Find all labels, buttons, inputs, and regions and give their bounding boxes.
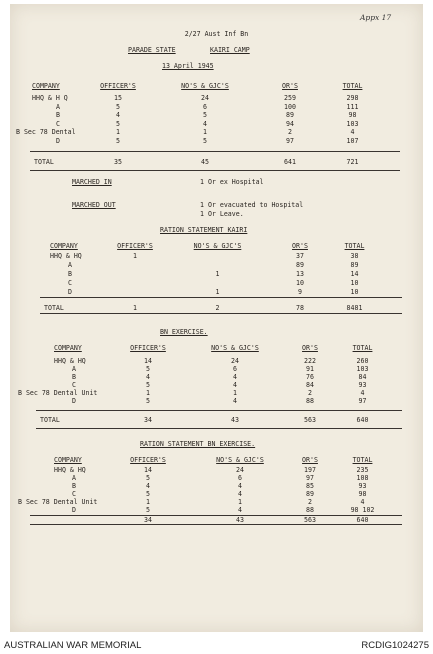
table-cell: 24 xyxy=(236,466,244,474)
table-cell: 5 xyxy=(146,365,150,373)
footer-id: RCDIG1024275 xyxy=(361,640,429,651)
table-cell: 4 xyxy=(146,373,150,381)
table-cell: 93 xyxy=(358,482,367,490)
parade-state-table xyxy=(10,80,423,170)
table-cell: 260 xyxy=(356,357,369,365)
table-cell: 6 xyxy=(203,102,207,111)
column-header: COMPANY xyxy=(54,456,82,464)
table-cell: 89 xyxy=(350,261,359,269)
column-header: COMPANY xyxy=(32,82,60,90)
table-cell: 108 xyxy=(356,474,369,482)
row-label: D xyxy=(72,397,76,405)
marched-out-label: MARCHED OUT xyxy=(72,201,116,209)
table-cell: 1 xyxy=(215,270,220,278)
table-cell: 4 xyxy=(360,389,365,397)
total-cell: 563 xyxy=(304,516,316,524)
marched-in-item: 1 Or ex Hospital xyxy=(200,178,264,186)
table-cell: 89 xyxy=(306,490,314,498)
row-label: B xyxy=(68,270,72,278)
table-cell: 93 xyxy=(358,381,367,389)
total-rule-bottom xyxy=(40,313,402,314)
table-cell: 4 xyxy=(360,498,365,506)
total-cell: 563 xyxy=(304,416,316,424)
table-cell: 10 xyxy=(350,279,359,287)
table-cell: 1 xyxy=(146,389,150,397)
total-cell: 2 xyxy=(215,304,220,312)
column-header: OFFICER'S xyxy=(130,456,166,464)
table-cell: 4 xyxy=(146,482,150,490)
column-header: NO'S & GJC'S xyxy=(216,456,264,464)
unit-heading: 2/27 Aust Inf Bn xyxy=(184,30,249,38)
total-rule-top xyxy=(30,151,400,152)
row-label: HHQ & H Q xyxy=(32,94,68,102)
row-label: C xyxy=(68,279,72,287)
ration-exercise-table xyxy=(10,454,423,530)
table-cell: 5 xyxy=(203,111,207,119)
table-cell: 1 xyxy=(215,288,220,296)
table-cell: 235 xyxy=(356,466,369,474)
row-label: B Sec 78 Dental Unit xyxy=(18,389,98,397)
column-header: TOTAL xyxy=(352,344,373,352)
row-label: C xyxy=(56,119,60,128)
marched-out-item-1: 1 Or evacuated to Hospital xyxy=(200,201,304,209)
column-header: OR'S xyxy=(302,456,318,464)
table-cell: 10 xyxy=(296,279,304,287)
table-cell: 4 xyxy=(238,506,242,514)
table-cell: 89 xyxy=(286,111,294,119)
table-cell: 197 xyxy=(304,466,316,474)
table-cell: 2 xyxy=(308,498,312,506)
row-label: B Sec 78 Dental xyxy=(16,128,76,136)
table-cell: 4 xyxy=(116,111,120,119)
table-cell: 100 xyxy=(284,102,296,111)
table-cell: 94 xyxy=(286,119,294,128)
column-header: OFFICER'S xyxy=(117,242,153,250)
total-rule-top xyxy=(36,410,402,411)
table-cell: 4 xyxy=(203,119,207,128)
table-cell: 98 102 xyxy=(350,506,375,514)
row-label: D xyxy=(72,506,76,514)
column-header: TOTAL xyxy=(344,242,365,250)
appendix-note: Appx 17 xyxy=(360,13,392,22)
total-cell: 35 xyxy=(114,158,122,166)
ration-kairi-title: RATION STATEMENT KAIRI xyxy=(160,226,248,234)
table-cell: 1 xyxy=(146,498,150,506)
column-header: OR'S xyxy=(292,242,308,250)
title-left: PARADE STATE xyxy=(128,46,176,54)
total-cell: 640 xyxy=(356,416,369,424)
table-cell: 6 xyxy=(238,474,242,482)
table-cell: 107 xyxy=(346,136,359,145)
table-cell: 1 xyxy=(238,498,242,506)
table-cell: 4 xyxy=(350,128,355,136)
table-cell: 2 xyxy=(288,128,292,136)
table-cell: 89 xyxy=(296,261,304,269)
table-cell: 4 xyxy=(233,397,237,405)
table-cell: 98 xyxy=(348,111,357,119)
total-rule-bottom xyxy=(30,170,400,171)
row-label: B xyxy=(72,482,76,490)
row-label: A xyxy=(68,261,72,269)
table-cell: 4 xyxy=(233,373,237,381)
table-cell: 24 xyxy=(231,357,239,365)
table-cell: 259 xyxy=(284,94,296,102)
total-rule-bottom xyxy=(36,428,402,429)
marched-out-item-2: 1 Or Leave. xyxy=(200,210,244,218)
column-header: OFFICER'S xyxy=(100,82,136,90)
row-label: D xyxy=(56,136,60,145)
row-label: C xyxy=(72,490,76,498)
table-cell: 5 xyxy=(146,381,150,389)
row-label: B Sec 78 Dental Unit xyxy=(18,498,98,506)
table-cell: 85 xyxy=(306,482,314,490)
column-header: NO'S & GJC'S xyxy=(211,344,259,352)
column-header: NO'S & GJC'S xyxy=(181,82,229,90)
total-cell: 721 xyxy=(346,158,359,166)
row-label: A xyxy=(72,365,76,373)
table-cell: 222 xyxy=(304,357,316,365)
table-cell: 1 xyxy=(233,389,237,397)
ration-kairi-table xyxy=(10,240,423,316)
total-label: TOTAL xyxy=(34,158,54,166)
table-cell: 103 xyxy=(346,119,359,128)
table-cell: 1 xyxy=(203,128,207,136)
table-cell: 98 xyxy=(358,490,367,498)
marched-in-label: MARCHED IN xyxy=(72,178,112,186)
table-cell: 13 xyxy=(296,270,304,278)
table-cell: 38 xyxy=(350,252,359,260)
table-cell: 4 xyxy=(238,482,242,490)
table-cell: 2 xyxy=(308,389,312,397)
total-label: TOTAL xyxy=(44,304,64,312)
row-label: HHQ & HQ xyxy=(54,466,86,474)
table-cell: 5 xyxy=(146,506,150,514)
row-label: D xyxy=(68,288,72,296)
table-cell: 84 xyxy=(358,373,367,381)
column-header: NO'S & GJC'S xyxy=(193,242,242,250)
total-label: TOTAL xyxy=(40,416,60,424)
total-cell: 34 xyxy=(144,416,152,424)
row-label: B xyxy=(72,373,76,381)
table-cell: 14 xyxy=(144,357,152,365)
table-cell: 91 xyxy=(306,365,314,373)
bn-exercise-title: BN EXERCISE. xyxy=(160,328,208,336)
table-cell: 4 xyxy=(233,381,237,389)
table-cell: 5 xyxy=(146,474,150,482)
ration-exercise-title: RATION STATEMENT BN EXERCISE. xyxy=(140,440,256,448)
row-label: C xyxy=(72,381,76,389)
table-cell: 15 xyxy=(114,94,122,102)
table-cell: 97 xyxy=(286,136,294,145)
column-header: TOTAL xyxy=(342,82,363,90)
row-label: HHQ & HQ xyxy=(54,357,86,365)
table-cell: 298 xyxy=(346,94,359,102)
total-cell: 640 xyxy=(356,516,369,524)
table-cell: 24 xyxy=(201,94,209,102)
total-rule-top xyxy=(40,297,402,298)
table-cell: 111 xyxy=(346,102,359,111)
table-cell: 84 xyxy=(306,381,314,389)
total-rule-bottom xyxy=(30,524,402,525)
table-cell: 9 xyxy=(298,288,302,296)
report-date: 13 April 1945 xyxy=(162,62,214,70)
table-cell: 5 xyxy=(203,136,207,145)
table-cell: 103 xyxy=(356,365,369,373)
column-header: COMPANY xyxy=(54,344,82,352)
table-cell: 6 xyxy=(233,365,237,373)
document-page xyxy=(10,4,423,632)
table-cell: 14 xyxy=(350,270,359,278)
table-cell: 5 xyxy=(116,102,120,111)
total-cell: 8481 xyxy=(346,304,363,312)
table-cell: 5 xyxy=(116,136,120,145)
title-right: KAIRI CAMP xyxy=(210,46,250,54)
total-cell: 34 xyxy=(144,516,152,524)
footer-source: AUSTRALIAN WAR MEMORIAL xyxy=(4,640,142,651)
table-cell: 14 xyxy=(144,466,152,474)
column-header: OR'S xyxy=(302,344,318,352)
table-cell: 76 xyxy=(306,373,314,381)
table-cell: 10 xyxy=(350,288,359,296)
column-header: COMPANY xyxy=(50,242,78,250)
table-cell: 5 xyxy=(146,397,150,405)
column-header: TOTAL xyxy=(352,456,373,464)
total-cell: 43 xyxy=(231,416,239,424)
archive-footer xyxy=(0,636,433,654)
table-cell: 88 xyxy=(306,397,314,405)
row-label: B xyxy=(56,111,60,119)
table-cell: 1 xyxy=(133,252,137,260)
total-cell: 78 xyxy=(296,304,304,312)
row-label: A xyxy=(72,474,76,482)
total-cell: 1 xyxy=(133,304,137,312)
row-label: A xyxy=(56,102,60,111)
column-header: OR'S xyxy=(282,82,298,90)
table-cell: 5 xyxy=(146,490,150,498)
table-cell: 4 xyxy=(238,490,242,498)
table-cell: 5 xyxy=(116,119,120,128)
table-cell: 97 xyxy=(358,397,367,405)
table-cell: 88 xyxy=(306,506,314,514)
row-label: HHQ & HQ xyxy=(50,252,82,260)
table-cell: 1 xyxy=(116,128,120,136)
table-cell: 37 xyxy=(296,252,304,260)
total-cell: 641 xyxy=(284,158,296,166)
total-cell: 45 xyxy=(201,158,209,166)
total-cell: 43 xyxy=(236,516,244,524)
bn-exercise-table xyxy=(10,342,423,430)
table-cell: 97 xyxy=(306,474,314,482)
column-header: OFFICER'S xyxy=(130,344,166,352)
